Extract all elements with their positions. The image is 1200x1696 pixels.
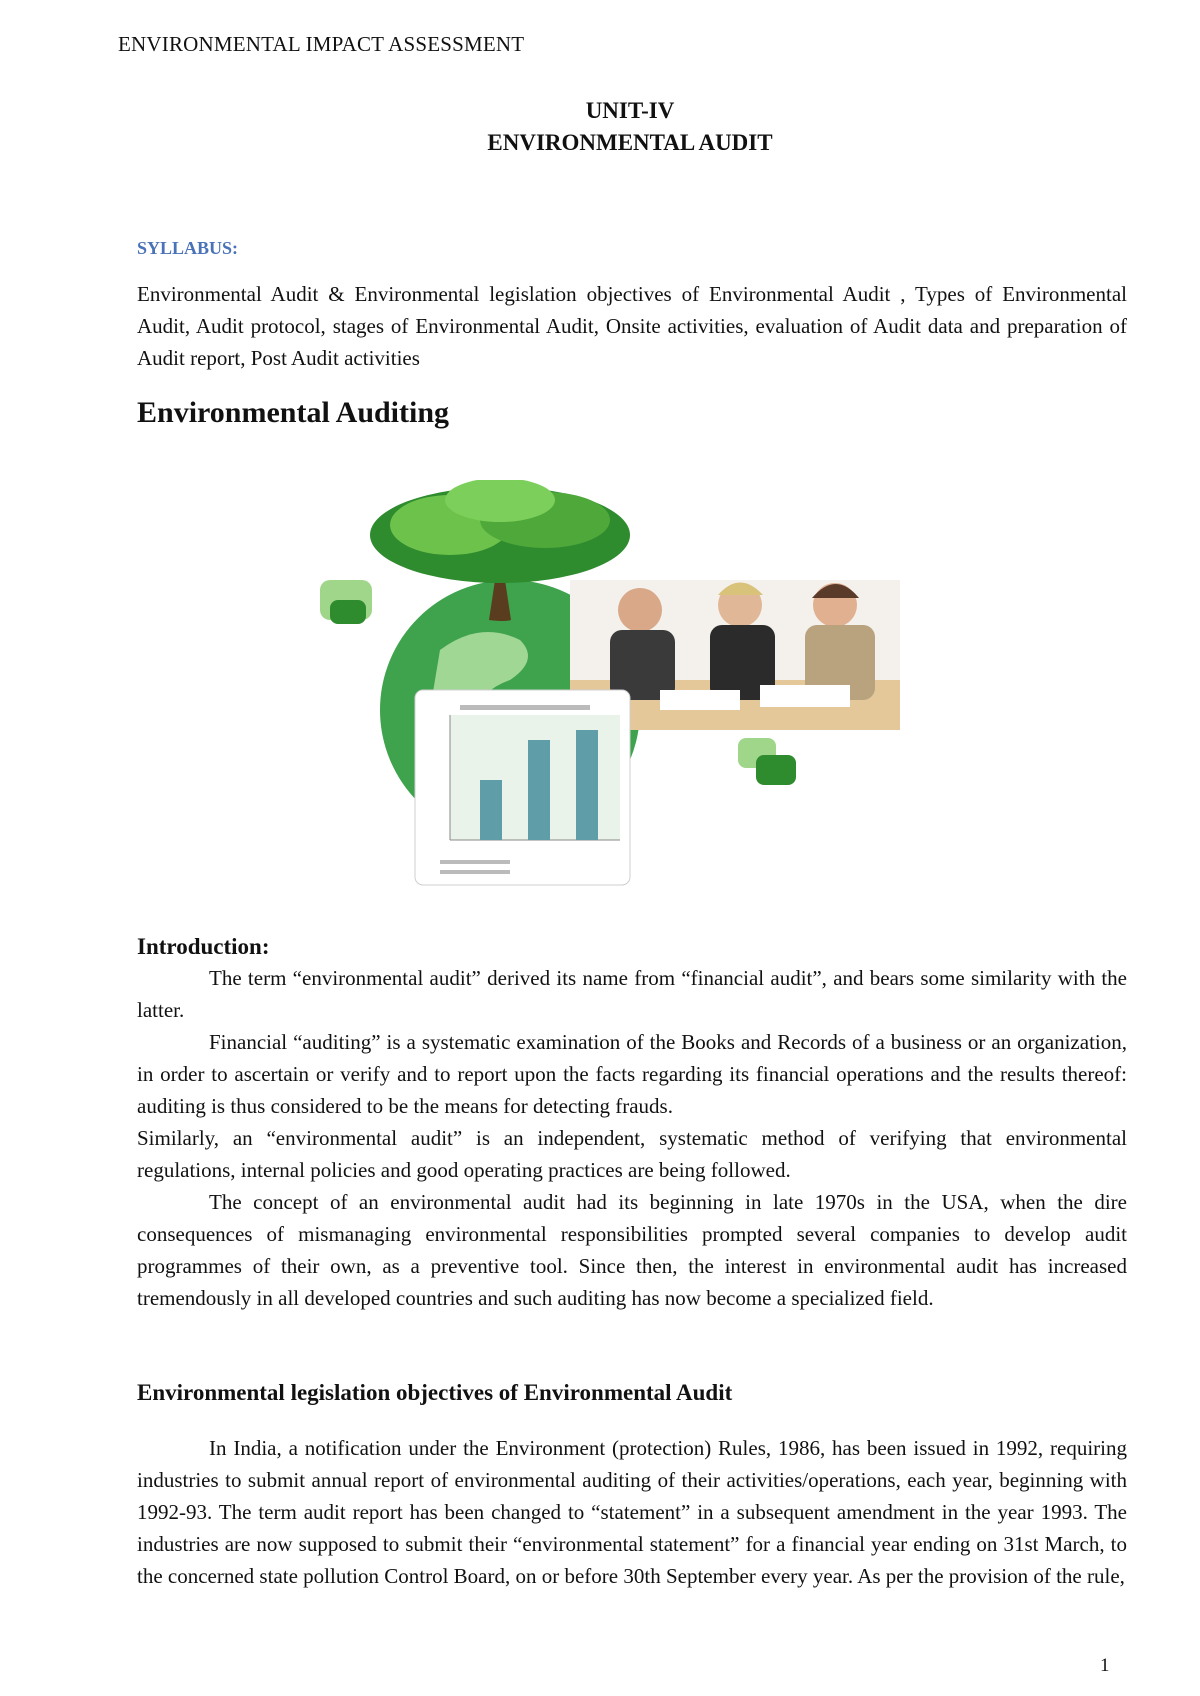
legislation-body: [137, 1432, 1127, 1592]
paragraph: In India, a notification under the Environment (protection) Rules, 1986, has been issued in 1992, requiring industries to submit annual report of environmental auditing of their activities/operations, each year, beginning with 1992-93. The term audit report has been changed to “statement” in a subsequent amendment in the year 1993. The industries are now supposed to submit their “environmental statement” for a financial year ending on 31st March, to the concerned state pollution Control Board, on or before 30th September every year. As per the provision of the rule,: [137, 1436, 1127, 1588]
syllabus-text: Environmental Audit & Environmental legislation objectives of Environmental Audit , Types of Environmental Audit, Audit protocol, stages of Environmental Audit, Onsite activities, evaluation of Audit data and preparation of Audit report, Post Audit activities: [137, 282, 1127, 370]
syllabus-label: SYLLABUS:: [137, 238, 239, 258]
section-heading-auditing: Environmental Auditing: [137, 396, 450, 429]
chart-bar: [528, 740, 550, 840]
paragraph: The concept of an environmental audit had its beginning in late 1970s in the USA, when the dire consequences of mismanaging environmental responsibilities prompted several companies to develop audit programmes of their own, as a preventive tool. Since then, the interest in environmental audit has increased tremendously in all developed countries and such auditing has now become a specialized field.: [137, 1190, 1127, 1310]
paragraph: Financial “auditing” is a systematic examination of the Books and Records of a business or an organization, in order to ascertain or verify and to report upon the facts regarding its financial operations and the results thereof: auditing is thus considered to be the means for detecting frauds.: [137, 1030, 1127, 1118]
introduction-body: [137, 962, 1127, 1314]
section-heading-introduction: Introduction:: [137, 934, 270, 959]
section-heading-legislation: Environmental legislation objectives of Environmental Audit: [137, 1380, 733, 1405]
environmental-audit-illustration: [320, 480, 940, 910]
running-header: ENVIRONMENTAL IMPACT ASSESSMENT: [118, 32, 525, 56]
paragraph: Similarly, an “environmental audit” is an independent, systematic method of verifying that environmental regulations, internal policies and good operating practices are being followed.: [137, 1126, 1127, 1182]
paragraph: The term “environmental audit” derived its name from “financial audit”, and bears some similarity with the latter.: [137, 966, 1127, 1022]
person-icon: [618, 588, 662, 632]
chart-bar: [480, 780, 502, 840]
page-title: ENVIRONMENTAL AUDIT: [487, 130, 773, 155]
decor-square: [756, 755, 796, 785]
page-number: 1: [1100, 1655, 1110, 1676]
decor-square: [330, 600, 366, 624]
unit-label: UNIT-IV: [585, 98, 675, 123]
chart-bar: [576, 730, 598, 840]
